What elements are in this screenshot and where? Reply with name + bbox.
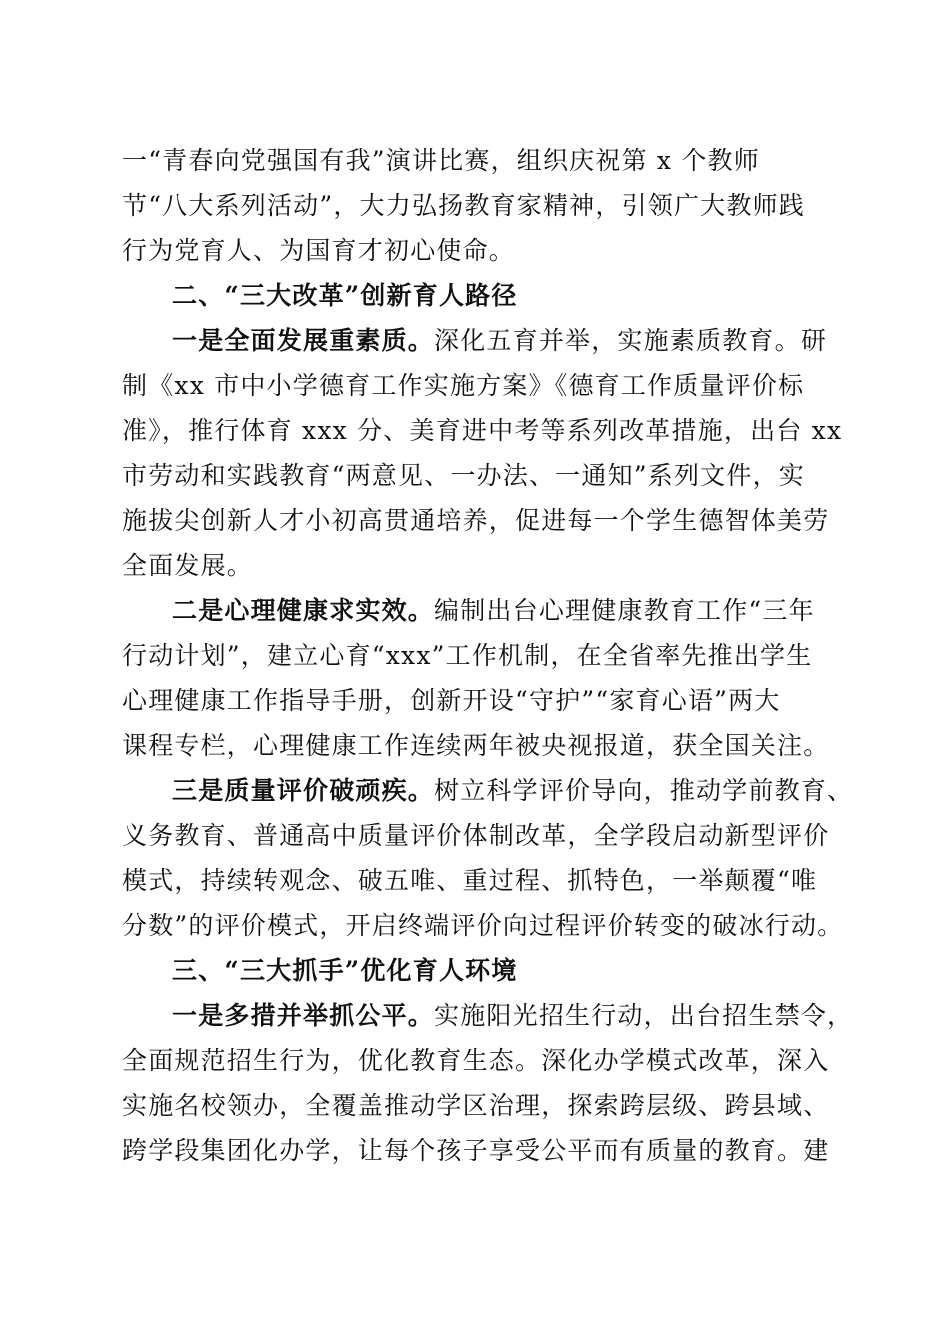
text-span: 编制出台心理健康教育工作“三年 (434, 596, 815, 625)
text-line: 模式，持续转观念、破五唯、重过程、抓特色，一举颠覆“唯 (122, 866, 818, 895)
paragraph-first-line (172, 326, 827, 356)
text-line: 全面规范招生行为，优化教育生态。深化办学模式改革，深入 (122, 1046, 830, 1075)
text-line: 准》，推行体育 xxx 分、美育进中考等系列改革措施，出台 xx (122, 416, 843, 445)
text-line: 市劳动和实践教育“两意见、一办法、一通知”系列文件，实 (122, 461, 805, 490)
text-line: 分数”的评价模式，开启终端评价向过程评价转变的破冰行动。 (122, 911, 844, 940)
text-line: 节“八大系列活动”，大力弘扬教育家精神，引领广大教师践 (122, 191, 805, 220)
text-line: 实施名校领办，全覆盖推动学区治理，探索跨层级、跨县域、 (122, 1091, 830, 1120)
paragraph-lead: 一是多措并举抓公平。 (172, 1001, 435, 1030)
paragraph-first-line (172, 776, 853, 806)
text-line: 一“青春向党强国有我”演讲比赛，组织庆祝第 x 个教师 (122, 146, 760, 175)
text-line: 课程专栏，心理健康工作连续两年被央视报道，获全国关注。 (122, 731, 830, 760)
paragraph-first-line (172, 596, 815, 626)
text-line: 跨学段集团化办学，让每个孩子享受公平而有质量的教育。建 (122, 1136, 830, 1165)
paragraph-lead: 一是全面发展重素质。 (172, 326, 435, 355)
text-line: 行为党育人、为国育才初心使命。 (122, 236, 516, 265)
section-heading: 二、“三大改革”创新育人路径 (172, 281, 518, 310)
paragraph-first-line (172, 1001, 853, 1031)
text-span: 实施阳光招生行动，出台招生禁令， (434, 1001, 854, 1030)
text-line: 行动计划”，建立心育“xxx”工作机制，在全省率先推出学生 (122, 641, 813, 670)
paragraph-lead: 二是心理健康求实效。 (172, 596, 435, 625)
text-line: 全面发展。 (122, 551, 254, 580)
text-line: 施拔尖创新人才小初高贯通培养，促进每一个学生德智体美劳 (122, 506, 830, 535)
paragraph-lead: 三是质量评价破顽疾。 (172, 776, 435, 805)
text-line: 心理健康工作指导手册，创新开设“守护”“家育心语”两大 (122, 686, 781, 715)
section-heading: 三、“三大抓手”优化育人环境 (172, 956, 518, 985)
text-line: 制《xx 市中小学德育工作实施方案》《德育工作质量评价标 (122, 371, 805, 400)
text-line: 义务教育、普通高中质量评价体制改革，全学段启动新型评价 (122, 821, 830, 850)
text-span: 深化五育并举，实施素质教育。研 (434, 326, 828, 355)
text-span: 树立科学评价导向，推动学前教育、 (434, 776, 854, 805)
